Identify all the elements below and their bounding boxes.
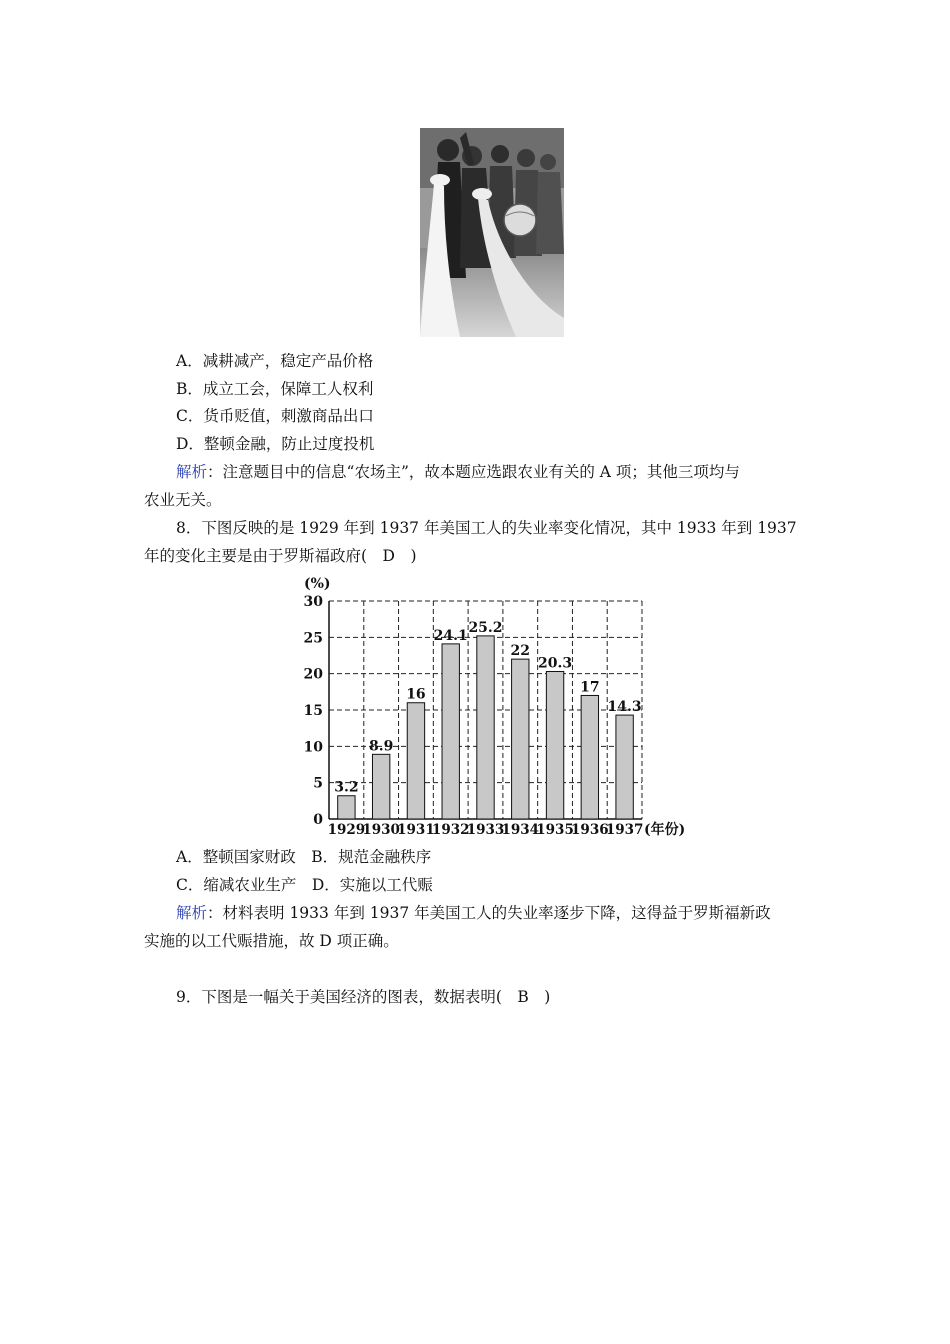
bar-1930: [372, 754, 389, 819]
bar-1932: [442, 644, 459, 819]
q7-option-b: B．成立工会，保障工人权利: [176, 380, 374, 398]
x-tick-label-1932: 1932: [431, 822, 470, 838]
bar-1937: [616, 715, 633, 819]
y-tick-label: 30: [303, 594, 323, 610]
bar-1935: [546, 671, 563, 819]
bar-1929: [338, 796, 355, 819]
q8-stem-line-1: 8．下图反映的是 1929 年到 1937 年美国工人的失业率变化情况，其中 1933 年到 1937: [176, 519, 797, 537]
bar-1931: [407, 703, 424, 819]
analysis-label: 解析: [176, 463, 208, 481]
value-label-1937: 14.3: [607, 699, 642, 716]
x-tick-label-1935: 1935: [536, 822, 574, 838]
y-axis-label: (%): [304, 576, 331, 592]
x-tick-label-1929: 1929: [327, 822, 366, 838]
q7-option-a: A．减耕减产，稳定产品价格: [176, 352, 374, 370]
value-label-1931: 16: [406, 686, 426, 703]
q7-option-c: C．货币贬值，刺激商品出口: [176, 407, 374, 425]
q9-stem: 9．下图是一幅关于美国经济的图表，数据表明( B ): [176, 988, 551, 1006]
y-tick-label: 15: [303, 703, 323, 719]
y-tick-label: 5: [313, 775, 323, 792]
q8-options-line-2: C．缩减农业生产 D．实施以工代赈: [176, 876, 433, 894]
q8-options-line-1: A．整顿国家财政 B．规范金融秩序: [176, 848, 432, 866]
bar-1933: [477, 636, 494, 819]
protest-photo: [420, 128, 564, 337]
x-tick-label-1931: 1931: [397, 822, 435, 838]
y-tick-label: 10: [303, 739, 323, 756]
analysis-label: 解析: [176, 904, 208, 922]
value-label-1934: 22: [510, 643, 531, 660]
y-tick-label: 25: [303, 630, 323, 647]
bar-1934: [512, 659, 529, 819]
y-tick-label: 20: [303, 666, 323, 683]
x-tick-label-1934: 1934: [501, 822, 540, 838]
bar-1936: [581, 695, 598, 819]
value-label-1935: 20.3: [538, 655, 573, 672]
x-tick-label-1937: 1937: [605, 822, 644, 838]
x-tick-label-1933: 1933: [466, 822, 505, 838]
value-label-1930: 8.9: [368, 738, 394, 755]
q7-analysis: [176, 462, 740, 482]
q7-analysis-text-2: 农业无关。: [144, 491, 222, 509]
value-label-1936: 17: [580, 679, 600, 696]
value-label-1933: 25.2: [468, 619, 503, 636]
unemployment-bar-chart: [290, 568, 710, 843]
q8-analysis: [176, 903, 771, 923]
q7-analysis-text-1: ：注意题目中的信息“农场主”，故本题应选跟农业有关的 A 项；其他三项均与: [207, 463, 740, 481]
y-tick-label: 0: [313, 812, 323, 828]
q7-option-d: D．整顿金融，防止过度投机: [176, 435, 375, 453]
q8-analysis-text-1: ：材料表明 1933 年到 1937 年美国工人的失业率逐步下降，这得益于罗斯福新政: [207, 904, 771, 922]
value-label-1932: 24.1: [433, 627, 468, 644]
x-tick-label-1936: 1936: [571, 822, 609, 838]
x-axis-label: (年份): [644, 822, 686, 838]
q8-analysis-text-2: 实施的以工代赈措施，故 D 项正确。: [144, 932, 399, 950]
value-label-1929: 3.2: [334, 779, 359, 796]
x-tick-label-1930: 1930: [362, 822, 400, 838]
q8-stem-line-2: 年的变化主要是由于罗斯福政府( D ): [144, 547, 417, 565]
